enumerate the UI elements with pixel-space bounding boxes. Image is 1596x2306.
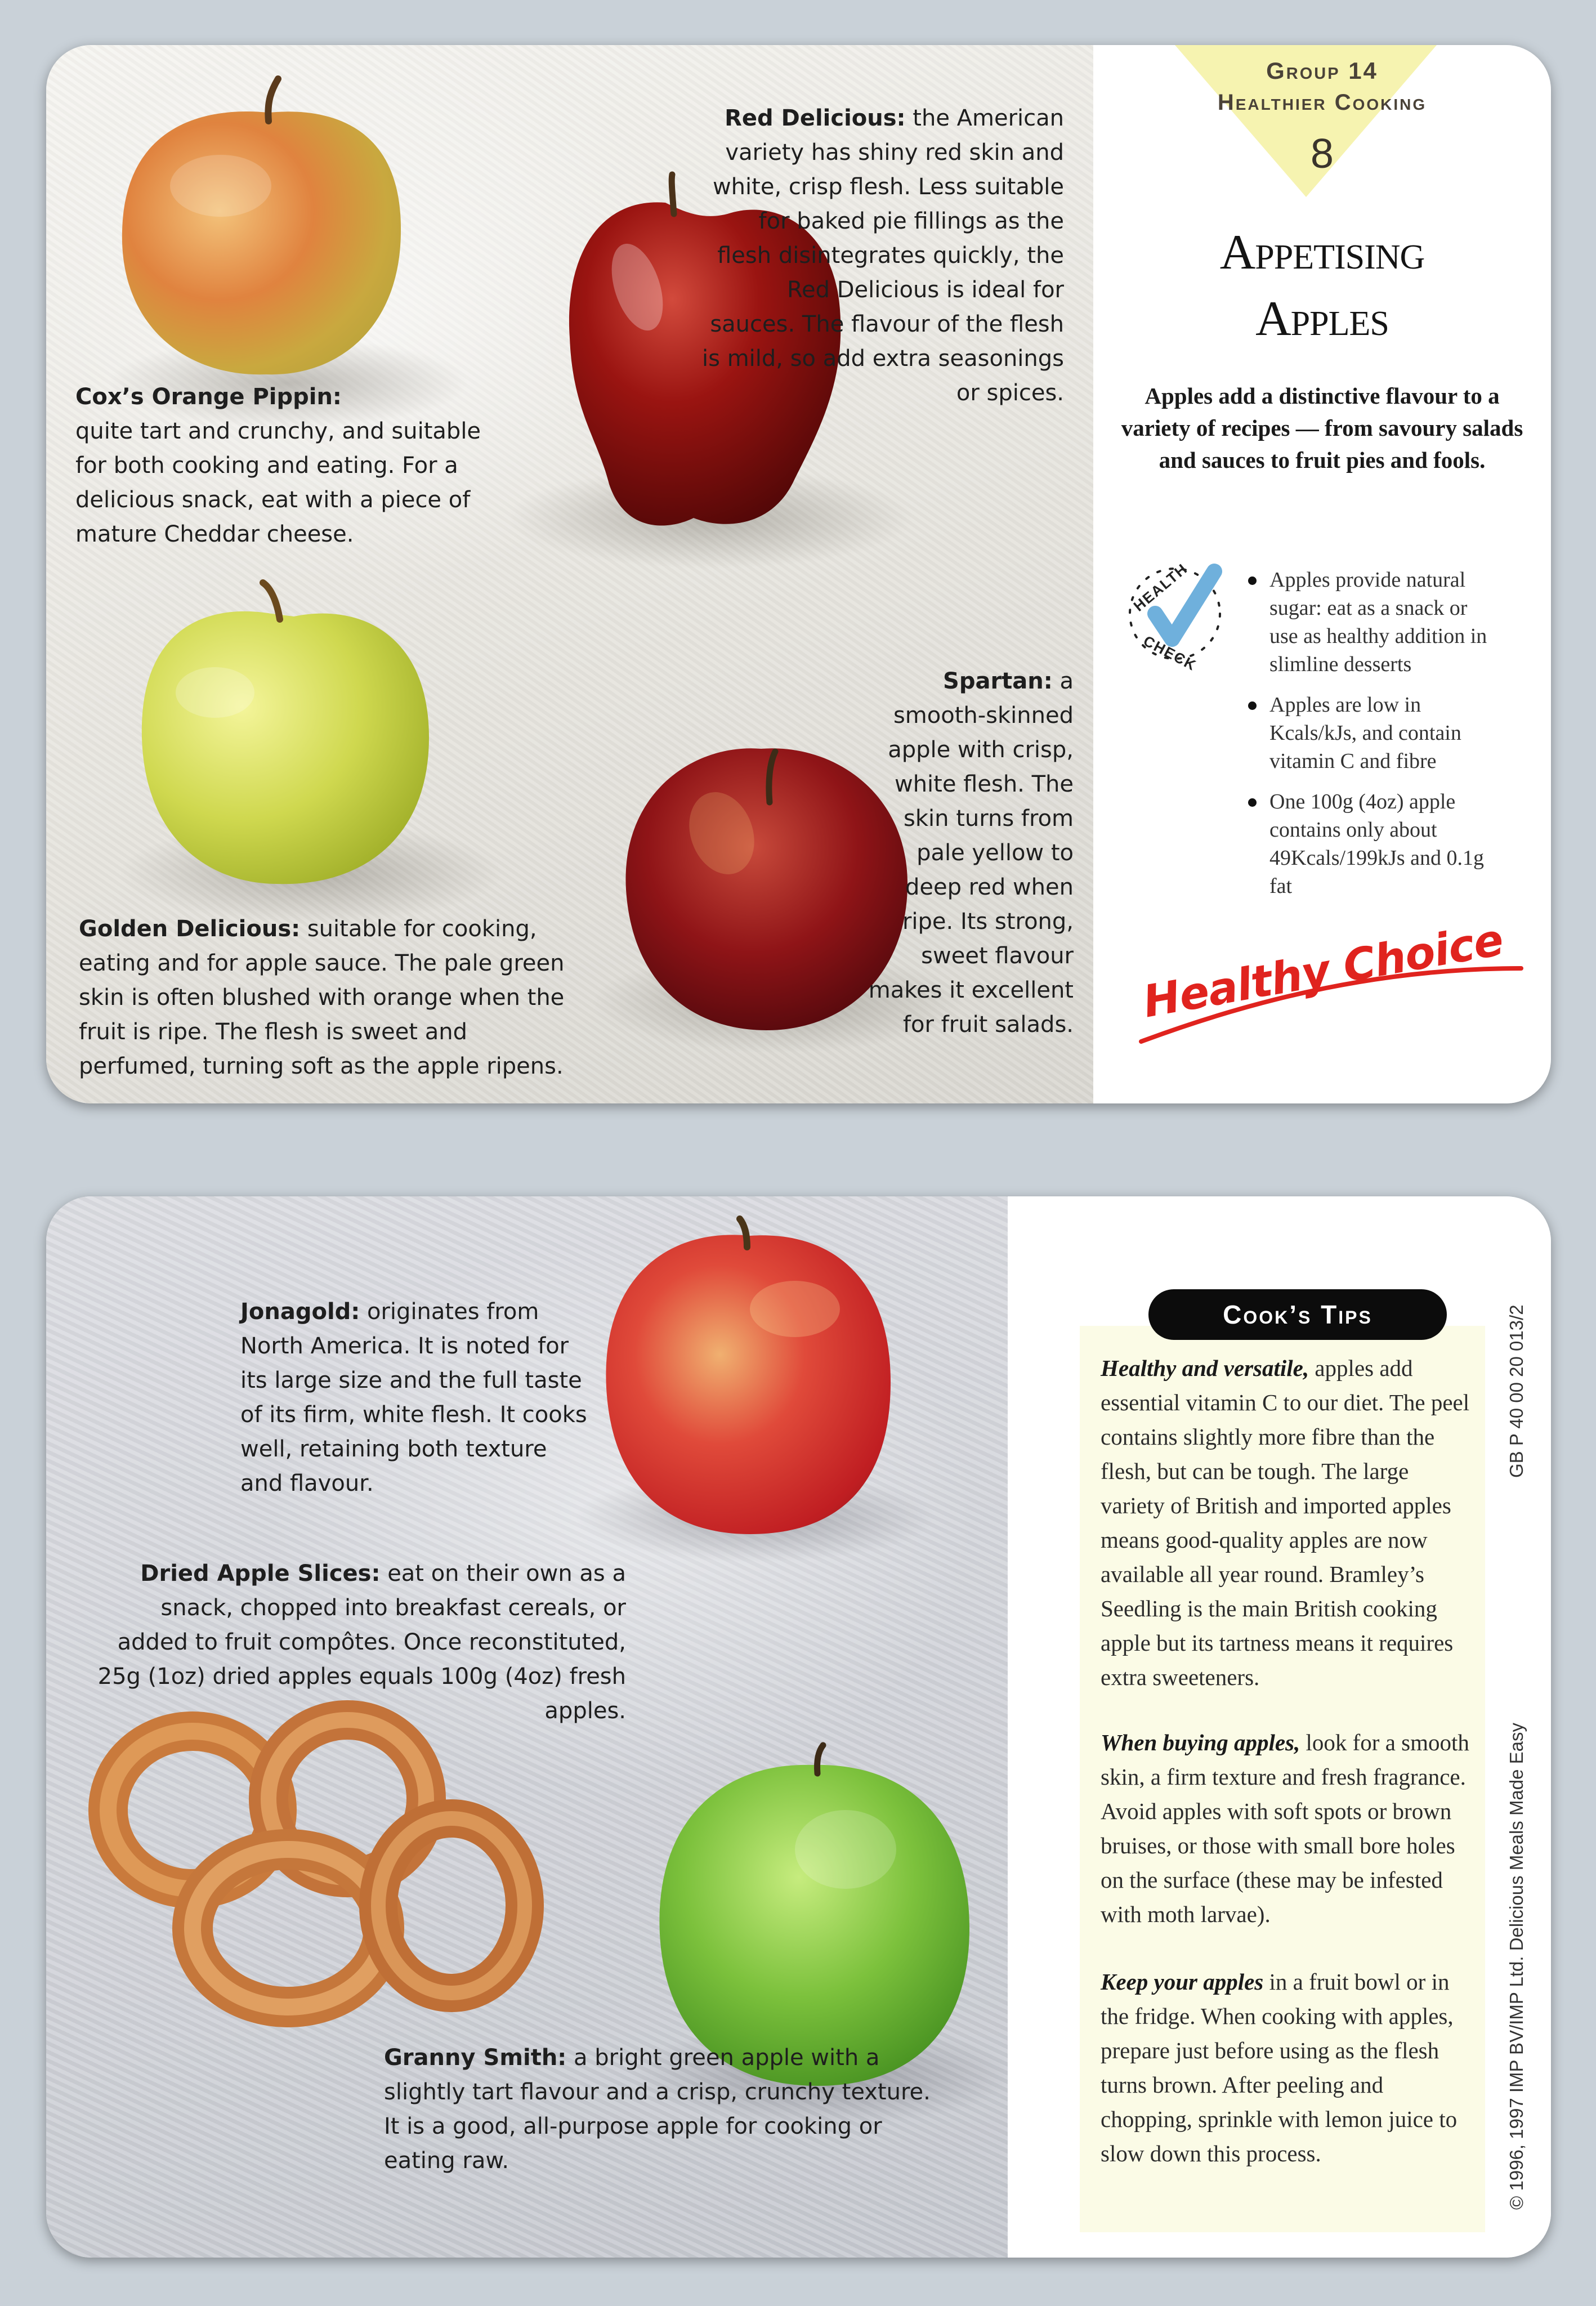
product-code: GB P 40 00 20 013/2	[1506, 1304, 1527, 1478]
cox-description	[75, 380, 503, 552]
health-check-label-top: HEALTH	[1130, 560, 1191, 615]
tip-text: apples add essential vitamin C to our diet. The peel contains slightly more fibre than the flesh, but can be tough. The large variety of British and imported apples means good-quality apples are now available all year round. Bramley’s Seedling is the main British cooking apple but its tartness means it requires extra sweeteners.	[1101, 1355, 1470, 1690]
jonagold-text: originates from North America. It is noted for its large size and the full taste of its firm, white flesh. It cooks well, retaining both texture and flavour.	[240, 1299, 587, 1496]
tip-text: in a fruit bowl or in the fridge. When cooking with apples, prepare just before using as the flesh turns brown. After peeling and chopping, sprinkle with lemon juice to slow down this process.	[1101, 1969, 1458, 2166]
golden-delicious-apple-image	[142, 583, 429, 884]
cox-name: Cox’s Orange Pippin:	[75, 384, 342, 410]
red-delicious-name: Red Delicious:	[725, 105, 906, 131]
jonagold-name: Jonagold:	[240, 1299, 360, 1325]
series-label: Healthier Cooking	[1217, 90, 1427, 115]
back-info-panel	[1008, 1196, 1551, 2258]
red-delicious-text: the American variety has shiny red skin and white, crisp flesh. Less suitable for baked pie fillings as the flesh disintegrates quickly, the Red Delicious is ideal for sauces. The flavour of the flesh is mild, so add extra seasonings or spices.	[702, 105, 1064, 406]
granny-smith-apple-image	[659, 1745, 969, 2086]
dried-apple-slices-image	[108, 1720, 525, 2007]
tip-lead: When buying apples,	[1101, 1730, 1300, 1755]
back-photo-area	[46, 1196, 1008, 2258]
cox-apple-image	[122, 79, 401, 374]
card-number: 8	[1310, 130, 1334, 177]
front-photo-area	[46, 45, 1093, 1103]
card-title-line1: Appetising	[1219, 225, 1425, 280]
granny-smith-name: Granny Smith:	[384, 2045, 567, 2071]
healthy-choice-logo: Healthy Choice	[1139, 914, 1507, 1028]
tip-paragraph	[1101, 1351, 1472, 1695]
red-delicious-description	[699, 101, 1064, 410]
tip-paragraph	[1101, 1965, 1472, 2171]
intro-text: Apples add a distinctive flavour to a variety of recipes — from savoury salads and sauces to fruit pies and fools.	[1121, 383, 1523, 473]
spartan-text: a smooth-skinned apple with crisp, white flesh. The skin turns from pale yellow to deep red when ripe. Its strong, sweet flavour makes it excellent for fruit salads.	[868, 668, 1074, 1038]
dried-apple-slices-description	[91, 1557, 626, 1728]
golden-delicious-text: suitable for cooking, eating and for apple sauce. The pale green skin is often blushed with orange when the fruit is ripe. The flesh is sweet and perfumed, turning soft as the apple ripens.	[79, 916, 565, 1079]
group-label: Group 14	[1266, 57, 1378, 84]
cox-text: quite tart and crunchy, and suitable for both cooking and eating. For a delicious snack, eat with a piece of mature Cheddar cheese.	[75, 418, 481, 547]
health-check-label-bottom: CHECK	[1141, 632, 1200, 674]
card-title	[1093, 220, 1551, 352]
dried-apple-slices-name: Dried Apple Slices:	[140, 1561, 381, 1587]
golden-delicious-name: Golden Delicious:	[79, 916, 301, 942]
dried-apple-slices-text: eat on their own as a snack, chopped into breakfast cereals, or added to fruit compôtes. Once reconstituted, 25g (1oz) dried apples equals 100g (4oz) fresh apples.	[97, 1561, 626, 1724]
cooks-tips-heading: Cook’s Tips	[1148, 1289, 1447, 1340]
back-card	[46, 1196, 1551, 2258]
granny-smith-text: a bright green apple with a slightly tart flavour and a crisp, crunchy texture. It is a good, all-purpose apple for cooking or eating raw.	[384, 2045, 931, 2174]
front-info-panel	[1093, 45, 1551, 1103]
golden-delicious-description	[79, 912, 569, 1084]
bullet-item: Apples are low in Kcals/kJs, and contain vitamin C and fibre	[1248, 691, 1490, 775]
copyright-notice: © 1996, 1997 IMP BV/IMP Ltd. Delicious Meals Made Easy	[1506, 1722, 1527, 2210]
tip-text: look for a smooth skin, a firm texture and fresh fragrance. Avoid apples with soft spots or brown bruises, or those with small bore holes on the surface (these may be infested with moth larvae).	[1101, 1730, 1469, 1927]
spartan-name: Spartan:	[943, 668, 1053, 694]
tip-lead: Healthy and versatile,	[1101, 1355, 1309, 1381]
card-title-line2: Apples	[1255, 292, 1389, 346]
spartan-description	[865, 664, 1074, 1042]
front-card	[46, 45, 1551, 1103]
jonagold-description	[240, 1295, 589, 1501]
bullet-item: Apples provide natural sugar: eat as a snack or use as healthy addition in slimline desserts	[1248, 566, 1490, 678]
jonagold-apple-image	[606, 1219, 891, 1534]
tip-lead: Keep your apples	[1101, 1969, 1264, 1995]
tip-paragraph	[1101, 1726, 1472, 1932]
granny-smith-description	[384, 2041, 947, 2178]
health-check-bullets	[1248, 566, 1490, 913]
bullet-item: One 100g (4oz) apple contains only about 49Kcals/199kJs and 0.1g fat	[1248, 788, 1490, 900]
